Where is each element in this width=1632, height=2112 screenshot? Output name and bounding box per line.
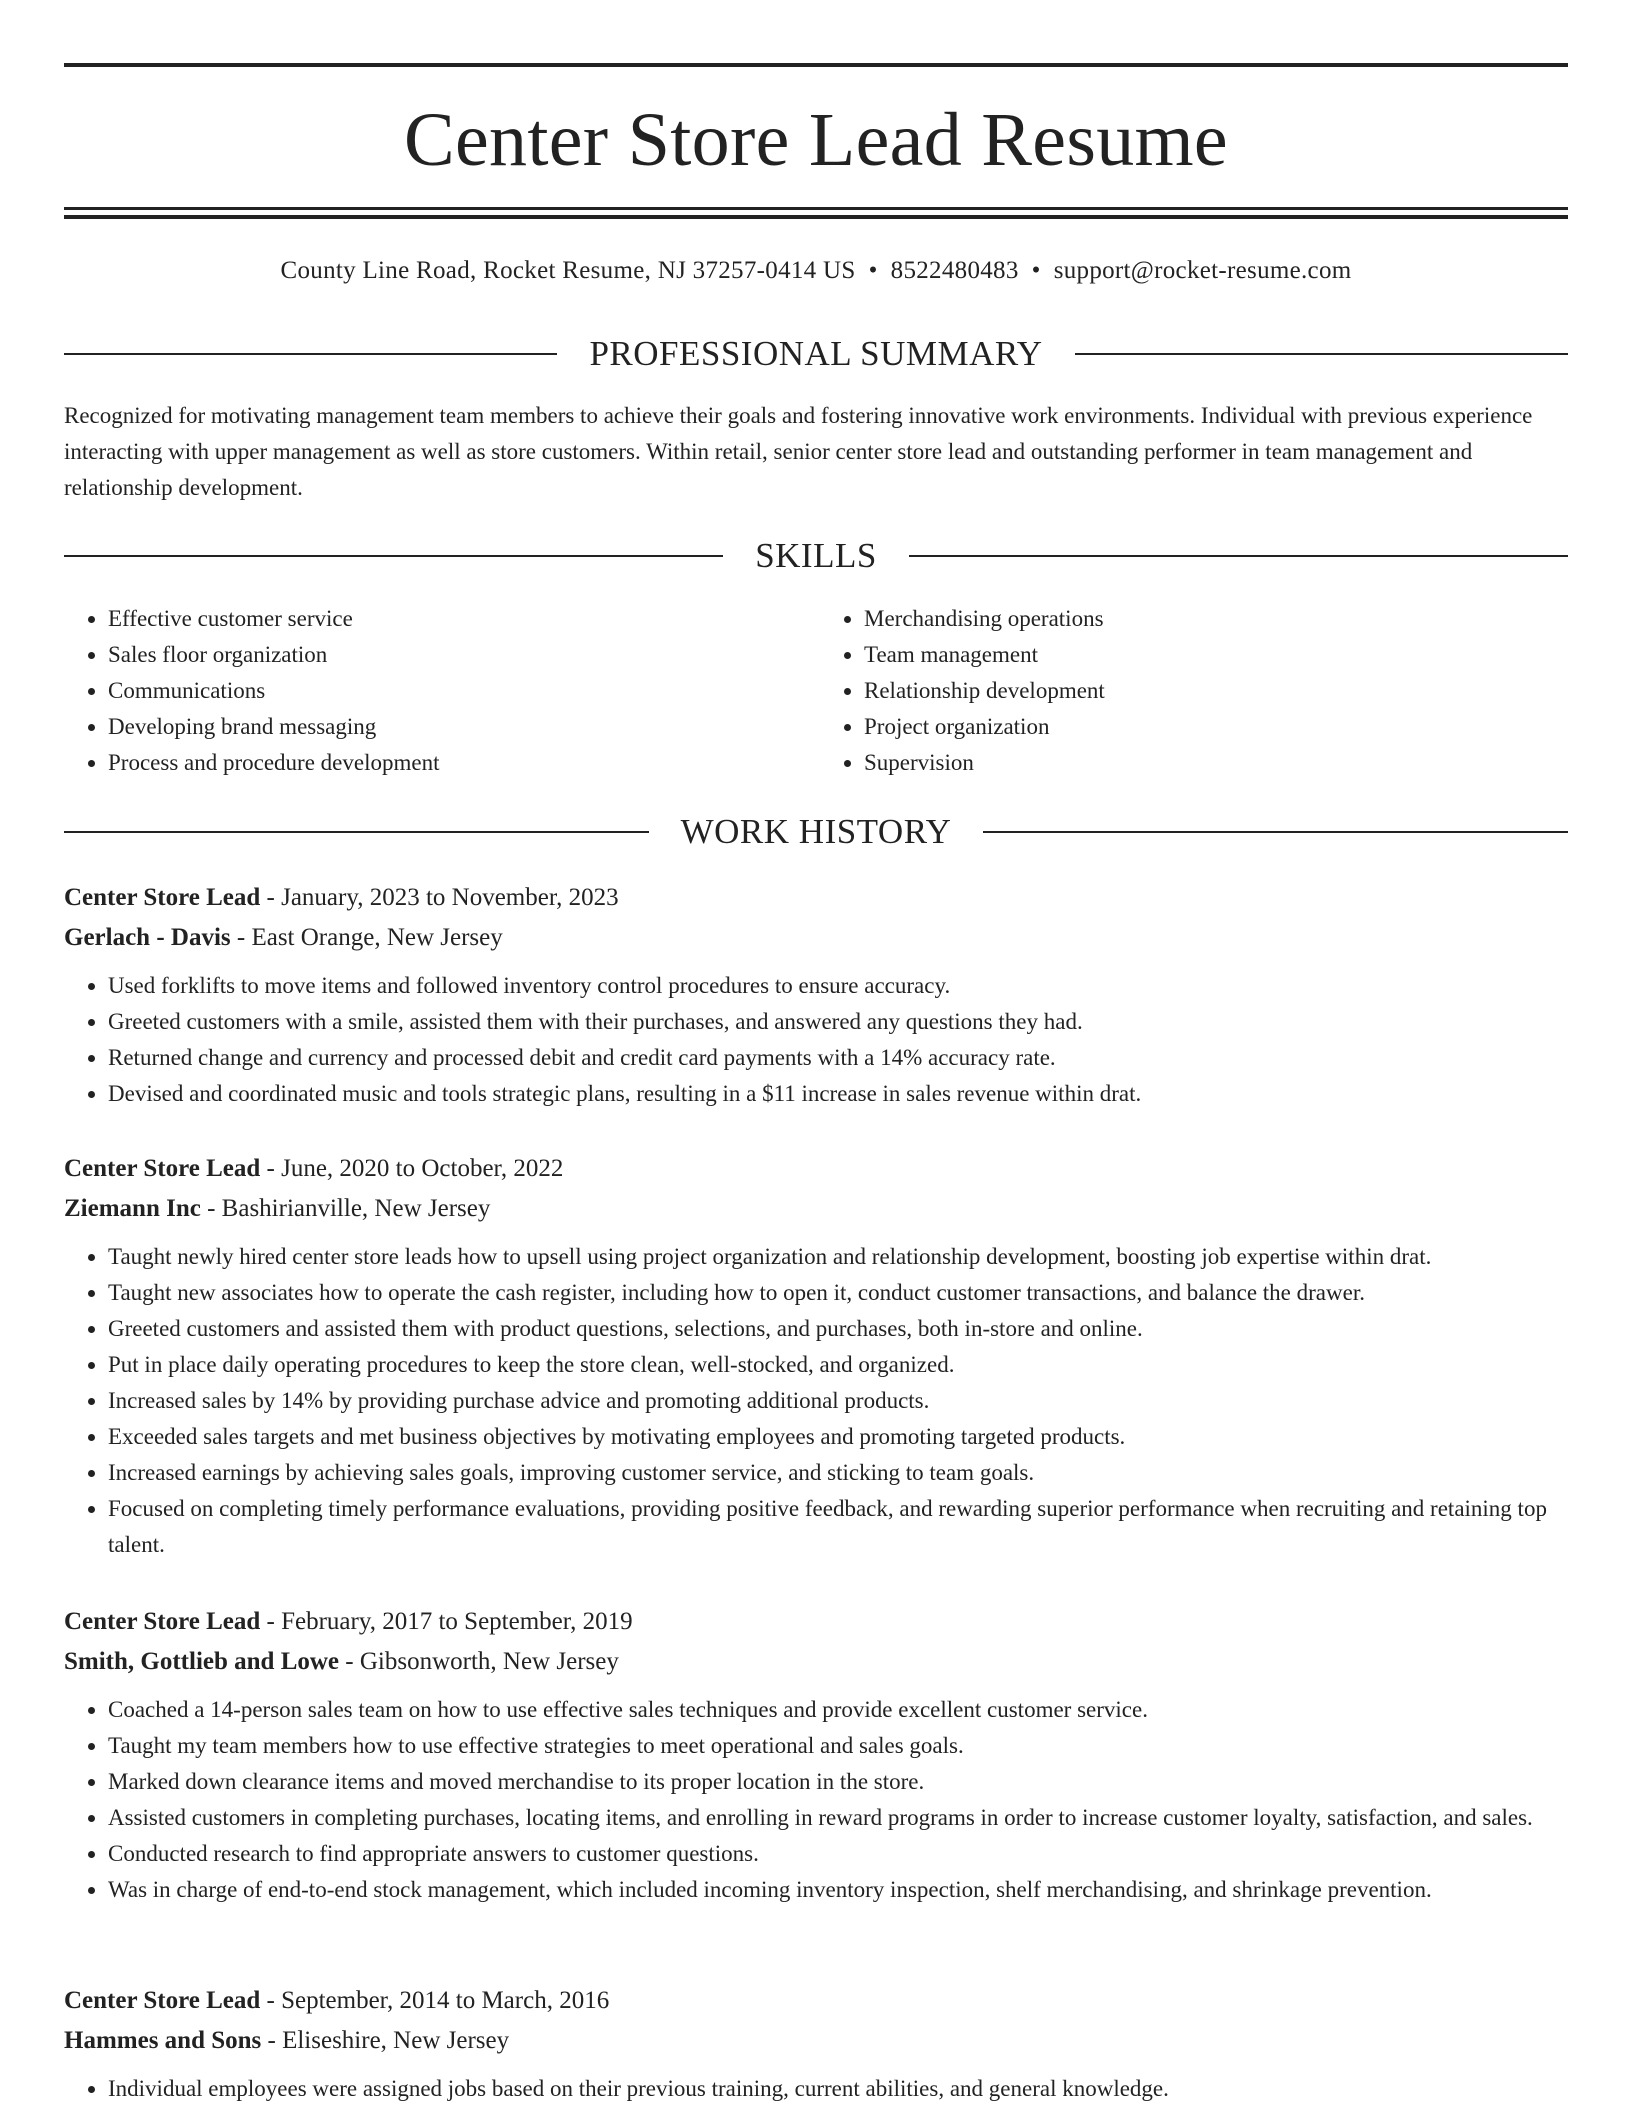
job-entry: [64, 1149, 1568, 1563]
job-dates: - June, 2020 to October, 2022: [260, 1155, 564, 1182]
job-bullet: • Put in place daily operating procedures to keep the store clean, well-stocked, and organized.: [108, 1347, 1568, 1383]
job-title: Center Store Lead: [64, 1608, 261, 1635]
job-bullet: • Greeted customers and assisted them with product questions, selections, and purchases, both in-store and online.: [108, 1311, 1568, 1347]
skill-item: • Merchandising operations: [864, 601, 1562, 637]
section-title: SKILLS: [755, 536, 877, 575]
title-rule-upper: [64, 207, 1568, 210]
heading-rule: [1075, 353, 1568, 355]
contact-separator: •: [1031, 257, 1041, 284]
page-title: Center Store Lead Resume: [404, 98, 1228, 182]
skill-item: • Team management: [864, 637, 1562, 673]
skills-list: [64, 601, 1568, 781]
job-title-line: [64, 1602, 1568, 1642]
job-bullet: • Exceeded sales targets and met business objectives by motivating employees and promoting targeted products.: [108, 1419, 1568, 1455]
skill-item: • Process and procedure development: [108, 745, 806, 781]
job-title-line: [64, 878, 1568, 918]
contact-separator: •: [868, 257, 878, 284]
job-bullets: [64, 2071, 1568, 2107]
section-title: PROFESSIONAL SUMMARY: [589, 334, 1043, 373]
job-dates: - September, 2014 to March, 2016: [260, 1987, 610, 2014]
job-location: - Gibsonworth, New Jersey: [339, 1648, 619, 1675]
skill-item: • Supervision: [864, 745, 1562, 781]
section-heading-skills: [64, 534, 1568, 578]
job-dates: - January, 2023 to November, 2023: [260, 884, 619, 911]
heading-rule: [64, 555, 723, 557]
job-company-line: [64, 2021, 1568, 2061]
skill-item: • Project organization: [864, 709, 1562, 745]
job-title: Center Store Lead: [64, 1987, 261, 2014]
job-dates: - February, 2017 to September, 2019: [260, 1608, 633, 1635]
job-company: Ziemann Inc: [64, 1195, 201, 1222]
skills-column-left: [64, 601, 806, 781]
job-bullet: • Coached a 14-person sales team on how to use effective sales techniques and provide excellent customer service.: [108, 1692, 1568, 1728]
job-company-line: [64, 918, 1568, 958]
job-company: Smith, Gottlieb and Lowe: [64, 1648, 340, 1675]
job-bullet: • Returned change and currency and processed debit and credit card payments with a 14% accuracy rate.: [108, 1040, 1568, 1076]
skill-item: • Developing brand messaging: [108, 709, 806, 745]
heading-rule: [64, 353, 557, 355]
job-location: - East Orange, New Jersey: [230, 924, 503, 951]
section-heading-work-history: [64, 810, 1568, 854]
title-rule-lower: [64, 215, 1568, 219]
job-entry: [64, 878, 1568, 1112]
job-company: Hammes and Sons: [64, 2027, 262, 2054]
contact-address: County Line Road, Rocket Resume, NJ 37257-0414 US: [280, 257, 856, 284]
job-bullet: • Taught newly hired center store leads how to upsell using project organization and relationship development, boosting job expertise within drat.: [108, 1239, 1568, 1275]
skills-column-right: [806, 601, 1562, 781]
section-heading-summary: [64, 332, 1568, 376]
job-bullets: [64, 1239, 1568, 1563]
job-title: Center Store Lead: [64, 1155, 261, 1182]
job-bullet: • Was in charge of end-to-end stock management, which included incoming inventory inspection, shelf merchandising, and shrinkage prevention.: [108, 1872, 1568, 1908]
job-title-line: [64, 1981, 1568, 2021]
contact-phone: 8522480483: [890, 257, 1019, 284]
job-bullet: • Increased sales by 14% by providing purchase advice and promoting additional products.: [108, 1383, 1568, 1419]
job-entry: [64, 1602, 1568, 1908]
skill-item: • Communications: [108, 673, 806, 709]
job-entry: [64, 1981, 1568, 2107]
job-bullet: • Focused on completing timely performance evaluations, providing positive feedback, and rewarding superior performance when recruiting and retaining top talent.: [108, 1491, 1568, 1563]
job-location: - Bashirianville, New Jersey: [200, 1195, 491, 1222]
job-bullet: • Increased earnings by achieving sales goals, improving customer service, and sticking to team goals.: [108, 1455, 1568, 1491]
job-bullets: [64, 1692, 1568, 1908]
job-location: - Eliseshire, New Jersey: [261, 2027, 510, 2054]
heading-rule: [64, 831, 649, 833]
job-bullet: • Marked down clearance items and moved merchandise to its proper location in the store.: [108, 1764, 1568, 1800]
section-title: WORK HISTORY: [680, 812, 952, 851]
job-company-line: [64, 1642, 1568, 1682]
summary-text: Recognized for motivating management team members to achieve their goals and fostering innovative work environments. Individual with previous experience interacting with upper management as well as store customers. Within retail, senior center store lead and outstanding performer in team management and relationship development.: [64, 403, 1533, 500]
job-company-line: [64, 1189, 1568, 1229]
skill-item: • Sales floor organization: [108, 637, 806, 673]
job-title-line: [64, 1149, 1568, 1189]
heading-rule: [909, 555, 1568, 557]
skill-item: • Relationship development: [864, 673, 1562, 709]
contact-line: [64, 254, 1568, 288]
job-bullet: • Conducted research to find appropriate answers to customer questions.: [108, 1836, 1568, 1872]
job-bullets: [64, 968, 1568, 1112]
job-bullet: • Used forklifts to move items and followed inventory control procedures to ensure accuracy.: [108, 968, 1568, 1004]
job-bullet: • Taught my team members how to use effective strategies to meet operational and sales goals.: [108, 1728, 1568, 1764]
job-bullet: • Greeted customers with a smile, assisted them with their purchases, and answered any questions they had.: [108, 1004, 1568, 1040]
job-bullet: • Individual employees were assigned jobs based on their previous training, current abilities, and general knowledge.: [108, 2071, 1568, 2107]
job-bullet: • Assisted customers in completing purchases, locating items, and enrolling in reward programs in order to increase customer loyalty, satisfaction, and sales.: [108, 1800, 1568, 1836]
job-company: Gerlach - Davis: [64, 924, 231, 951]
contact-email: support@rocket-resume.com: [1053, 257, 1352, 284]
top-rule: [64, 63, 1568, 67]
heading-rule: [983, 831, 1568, 833]
job-bullet: • Devised and coordinated music and tools strategic plans, resulting in a $11 increase in sales revenue within drat.: [108, 1076, 1568, 1112]
job-title: Center Store Lead: [64, 884, 261, 911]
job-bullet: • Taught new associates how to operate the cash register, including how to open it, conduct customer transactions, and balance the drawer.: [108, 1275, 1568, 1311]
skill-item: • Effective customer service: [108, 601, 806, 637]
